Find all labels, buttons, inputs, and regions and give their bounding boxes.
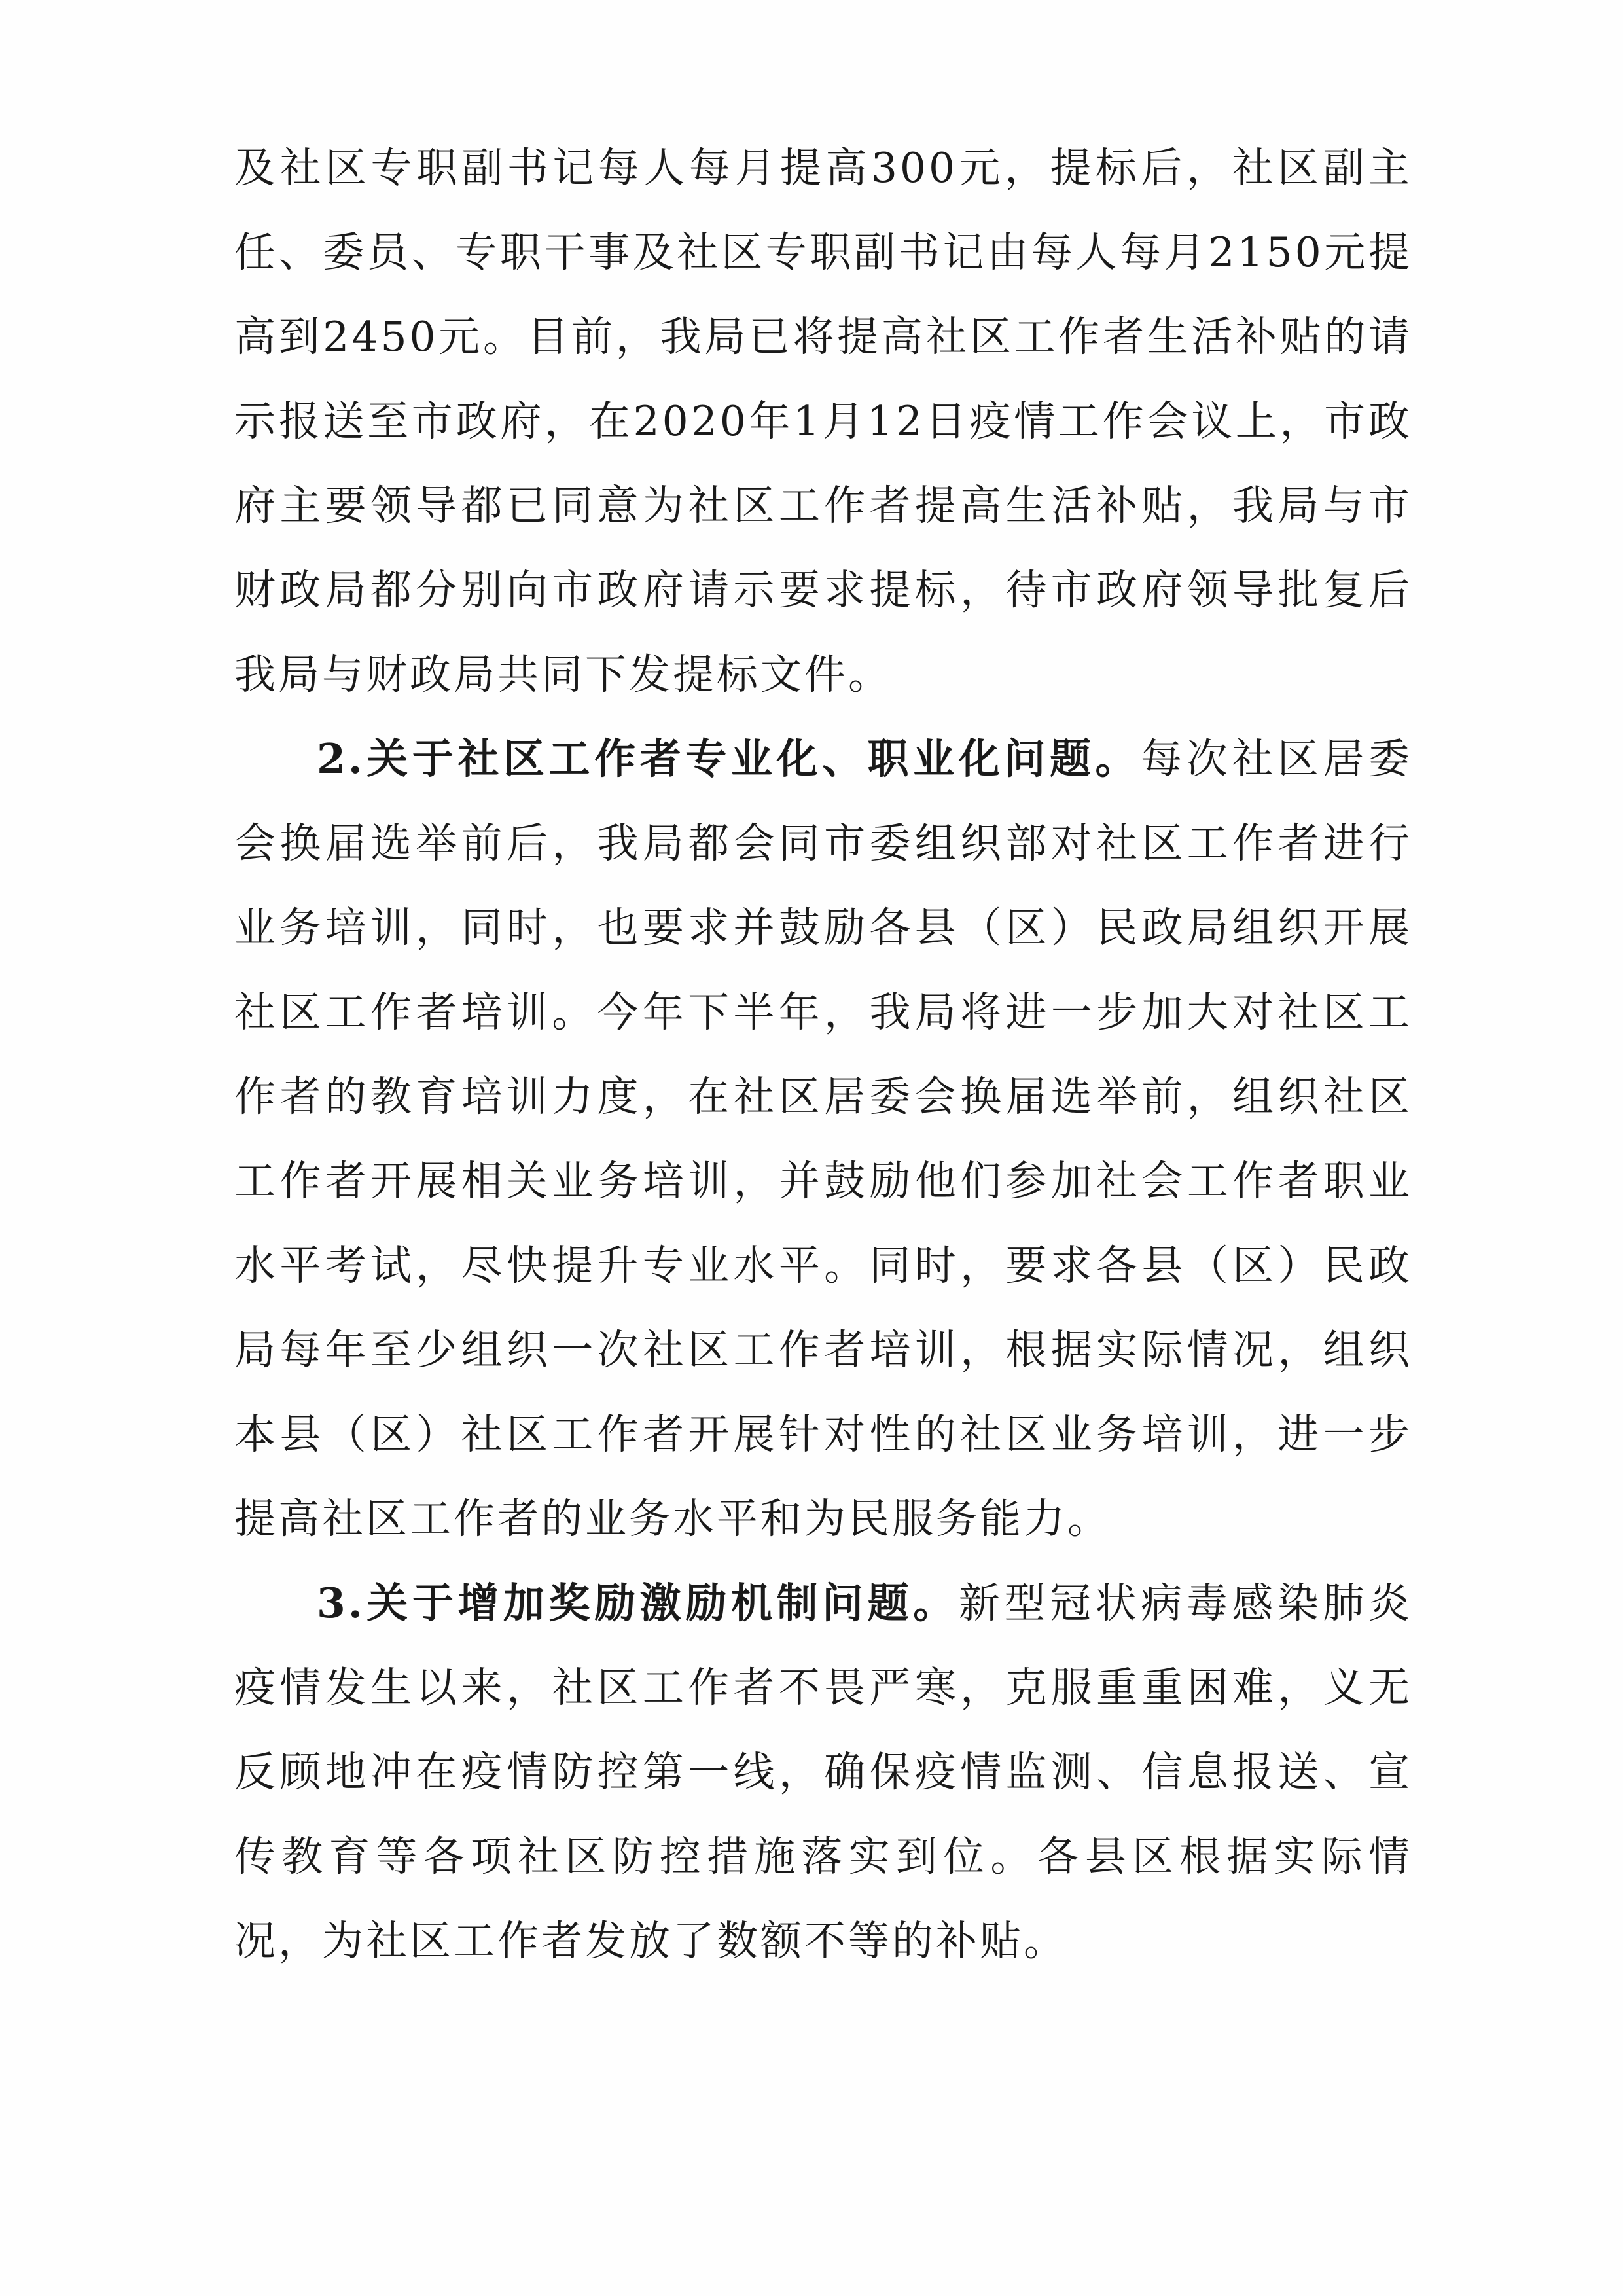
section-heading: 3.关于增加奖励激励机制问题。 <box>317 1579 959 1627</box>
paragraph-text: 新型冠状病毒感染肺炎疫情发生以来，社区工作者不畏严寒，克服重重困难，义无反顾地冲在疫情防控第一线，确保疫情监测、信息报送、宣传教育等各项社区防控措施落实到位。各县区根据实际情况，为社区工作者发放了数额不等的补贴。 <box>234 1579 1413 1965</box>
paragraph-professionalization <box>234 717 1412 1561</box>
paragraph-text: 及社区专职副书记每人每月提高300元，提标后，社区副主任、委员、专职干事及社区专职副书记由每人每月2150元提高到2450元。目前，我局已将提高社区工作者生活补贴的请示报送至市政府，在2020年1月12日疫情工作会议上，市政府主要领导都已同意为社区工作者提高生活补贴，我局与市财政局都分别向市政府请示要求提标，待市政府领导批复后我局与财政局共同下发提标文件。 <box>234 144 1412 698</box>
paragraph-text: 每次社区居委会换届选举前后，我局都会同市委组织部对社区工作者进行业务培训，同时，也要求并鼓励各县（区）民政局组织开展社区工作者培训。今年下半年，我局将进一步加大对社区工作者的教育培训力度，在社区居委会换届选举前，组织社区工作者开展相关业务培训，并鼓励他们参加社会工作者职业水平考试，尽快提升专业水平。同时，要求各县（区）民政局每年至少组织一次社区工作者培训，根据实际情况，组织本县（区）社区工作者开展针对性的社区业务培训，进一步提高社区工作者的业务水平和为民服务能力。 <box>234 735 1412 1543</box>
section-heading: 2.关于社区工作者专业化、职业化问题。 <box>317 734 1141 783</box>
paragraph-incentives <box>234 1561 1412 1983</box>
paragraph-continuation <box>234 126 1412 717</box>
document-body <box>234 126 1412 1983</box>
